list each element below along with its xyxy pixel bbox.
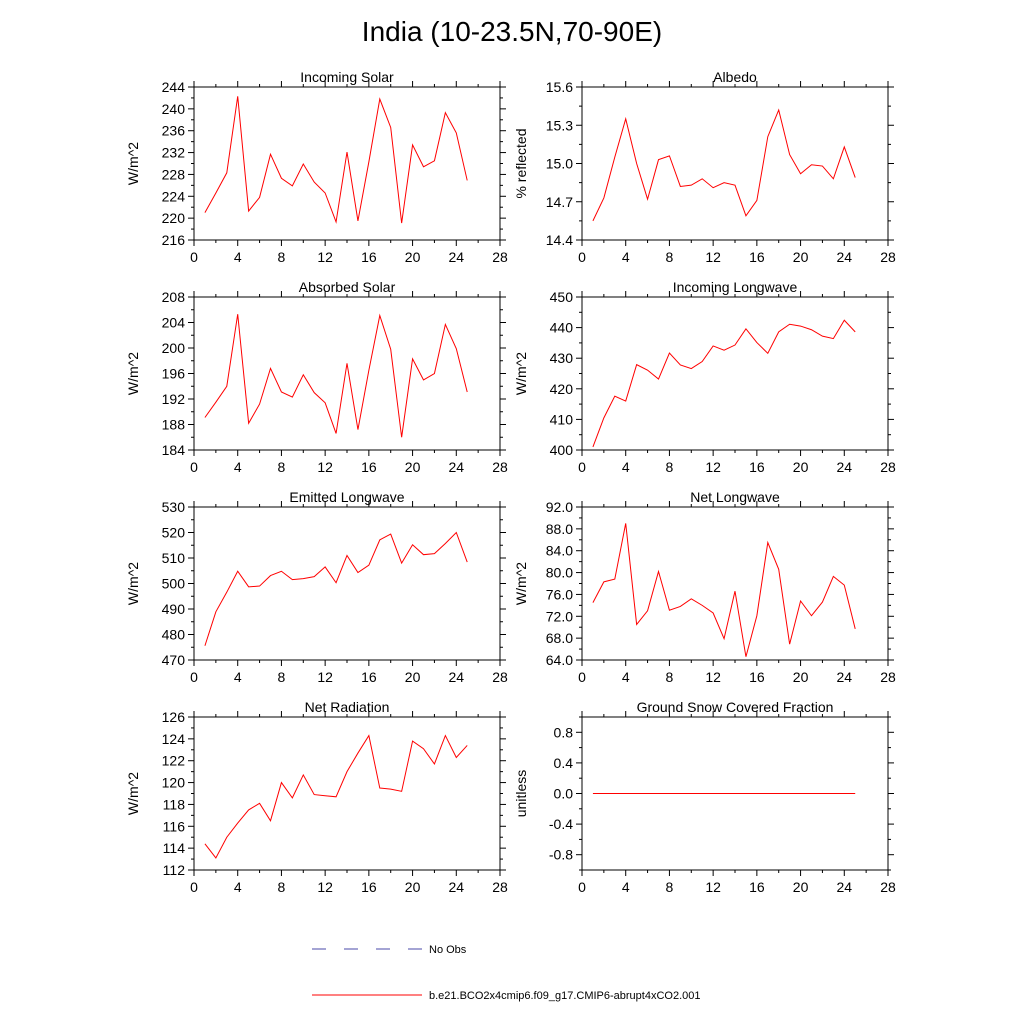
- legend: [312, 944, 701, 1002]
- plot-frame: [194, 87, 500, 240]
- y-tick-label: 420: [549, 380, 573, 397]
- panel-incoming-longwave: [513, 279, 896, 475]
- x-tick-label: 4: [233, 669, 242, 685]
- y-tick-label: 80.0: [545, 564, 573, 581]
- x-tick-label: 12: [705, 669, 721, 685]
- y-axis-label: % reflected: [513, 128, 529, 199]
- x-tick-label: 0: [578, 249, 586, 265]
- y-tick-label: 500: [161, 575, 185, 592]
- series-line-model: [205, 736, 467, 858]
- y-axis-label: W/m^2: [125, 141, 141, 186]
- legend-obs-label: No Obs: [429, 944, 467, 956]
- plot-frame: [194, 507, 500, 660]
- x-tick-label: 20: [792, 879, 809, 895]
- y-tick-label: 14.4: [545, 232, 573, 248]
- x-tick-label: 4: [621, 249, 630, 265]
- x-tick-label: 16: [361, 249, 377, 265]
- x-tick-label: 28: [880, 249, 896, 265]
- x-tick-label: 4: [621, 669, 630, 685]
- x-tick-label: 28: [880, 669, 896, 685]
- x-tick-label: 20: [404, 459, 421, 475]
- y-tick-label: 92.0: [545, 499, 573, 515]
- x-tick-label: 16: [361, 459, 377, 475]
- panel-absorbed-solar: [125, 279, 508, 475]
- y-tick-label: 88.0: [545, 520, 573, 537]
- y-tick-label: 124: [161, 730, 185, 747]
- y-tick-label: 480: [161, 626, 185, 643]
- x-tick-label: 4: [233, 879, 242, 895]
- x-tick-label: 28: [492, 249, 508, 265]
- x-tick-label: 12: [317, 249, 333, 265]
- y-tick-label: 510: [161, 550, 185, 566]
- panel-title: Incoming Solar: [300, 69, 394, 85]
- x-tick-label: 28: [880, 879, 896, 895]
- y-tick-label: 410: [549, 411, 573, 428]
- y-tick-label: 76.0: [545, 586, 573, 603]
- panel-title: Ground Snow Covered Fraction: [636, 699, 834, 715]
- panel-title: Albedo: [713, 69, 757, 85]
- y-axis-label: W/m^2: [513, 351, 529, 396]
- x-tick-label: 0: [190, 249, 198, 265]
- series-line-model: [205, 314, 467, 437]
- x-tick-label: 8: [665, 669, 674, 685]
- y-tick-label: 72.0: [545, 608, 573, 625]
- y-tick-label: 204: [161, 314, 185, 331]
- x-tick-label: 16: [749, 669, 765, 685]
- y-tick-label: 64.0: [545, 652, 573, 668]
- x-tick-label: 20: [404, 249, 421, 265]
- panel-title: Emitted Longwave: [289, 489, 405, 505]
- y-tick-label: 84.0: [545, 542, 573, 559]
- x-tick-label: 12: [317, 459, 333, 475]
- y-tick-label: 440: [549, 319, 573, 336]
- y-tick-label: 224: [161, 188, 185, 205]
- x-tick-label: 12: [705, 459, 721, 475]
- y-tick-label: 196: [161, 365, 185, 382]
- x-tick-label: 0: [190, 669, 198, 685]
- x-tick-label: 24: [448, 669, 465, 685]
- x-tick-label: 12: [317, 879, 333, 895]
- series-line-model: [593, 320, 855, 447]
- plot-frame: [582, 297, 888, 450]
- x-tick-label: 24: [836, 249, 853, 265]
- x-tick-label: 24: [836, 879, 853, 895]
- y-axis-label: unitless: [513, 769, 529, 818]
- x-tick-label: 12: [705, 879, 721, 895]
- panel-albedo: [513, 69, 896, 265]
- y-tick-label: 68.0: [545, 630, 573, 647]
- plot-frame: [194, 717, 500, 870]
- series-line-model: [593, 523, 855, 656]
- x-tick-label: 12: [317, 669, 333, 685]
- x-tick-label: 0: [190, 459, 198, 475]
- y-tick-label: 208: [161, 289, 185, 305]
- y-tick-label: 220: [161, 210, 185, 227]
- x-tick-label: 16: [361, 879, 377, 895]
- x-tick-label: 28: [492, 669, 508, 685]
- y-tick-label: 470: [161, 652, 185, 668]
- panel-net-radiation: [125, 699, 508, 895]
- x-tick-label: 8: [277, 459, 286, 475]
- x-tick-label: 8: [277, 669, 286, 685]
- panel-emitted-longwave: [125, 489, 508, 685]
- x-tick-label: 20: [792, 249, 809, 265]
- x-tick-label: 28: [880, 459, 896, 475]
- y-tick-label: 15.0: [545, 155, 573, 172]
- panel-title: Absorbed Solar: [298, 279, 396, 295]
- panel-title: Net Radiation: [304, 699, 390, 715]
- y-tick-label: 520: [161, 524, 185, 541]
- y-tick-label: 400: [549, 442, 573, 458]
- y-tick-label: 236: [161, 122, 185, 139]
- y-axis-label: W/m^2: [513, 561, 529, 606]
- y-tick-label: 188: [161, 416, 185, 433]
- y-tick-label: 184: [161, 442, 185, 458]
- y-tick-label: -0.4: [548, 816, 573, 833]
- series-line-model: [205, 96, 467, 223]
- y-tick-label: 228: [161, 166, 185, 183]
- y-tick-label: 200: [161, 340, 185, 356]
- x-tick-label: 8: [665, 249, 674, 265]
- panel-ground-snow-covered-fraction: [513, 699, 896, 895]
- y-tick-label: 126: [161, 709, 185, 725]
- series-line-model: [593, 110, 855, 221]
- x-tick-label: 20: [792, 669, 809, 685]
- legend-model-label: b.e21.BCO2x4cmip6.f09_g17.CMIP6-abrupt4xCO2.001: [429, 990, 701, 1002]
- x-tick-label: 16: [749, 879, 765, 895]
- figure-title: India (10-23.5N,70-90E): [361, 16, 663, 47]
- panel-title: Net Longwave: [690, 489, 780, 505]
- y-tick-label: 120: [161, 774, 185, 791]
- plot-frame: [194, 297, 500, 450]
- x-tick-label: 16: [361, 669, 377, 685]
- x-tick-label: 20: [404, 669, 421, 685]
- x-tick-label: 24: [448, 459, 465, 475]
- y-tick-label: 244: [161, 79, 185, 95]
- y-tick-label: 0.4: [553, 754, 573, 771]
- x-tick-label: 24: [448, 879, 465, 895]
- y-tick-label: 112: [162, 862, 185, 878]
- y-axis-label: W/m^2: [125, 771, 141, 816]
- x-tick-label: 20: [792, 459, 809, 475]
- x-tick-label: 4: [621, 459, 630, 475]
- panel-net-longwave: [513, 489, 896, 685]
- y-tick-label: 232: [161, 144, 185, 161]
- panel-title: Incoming Longwave: [672, 279, 798, 295]
- x-tick-label: 4: [233, 249, 242, 265]
- x-tick-label: 0: [190, 879, 198, 895]
- x-tick-label: 4: [233, 459, 242, 475]
- y-tick-label: 0.8: [553, 724, 573, 741]
- x-tick-label: 16: [749, 459, 765, 475]
- x-tick-label: 28: [492, 459, 508, 475]
- x-tick-label: 0: [578, 459, 586, 475]
- y-tick-label: 15.3: [545, 117, 573, 134]
- x-tick-label: 4: [621, 879, 630, 895]
- y-tick-label: 0.0: [553, 785, 573, 802]
- x-tick-label: 8: [665, 459, 674, 475]
- x-tick-label: 20: [404, 879, 421, 895]
- y-tick-label: -0.8: [548, 846, 573, 863]
- panel-incoming-solar: [125, 69, 508, 265]
- y-tick-label: 114: [162, 840, 185, 857]
- y-axis-label: W/m^2: [125, 561, 141, 606]
- x-tick-label: 0: [578, 879, 586, 895]
- series-line-model: [205, 533, 467, 646]
- x-tick-label: 12: [705, 249, 721, 265]
- plot-frame: [582, 87, 888, 240]
- x-tick-label: 8: [665, 879, 674, 895]
- y-tick-label: 530: [161, 499, 185, 515]
- x-tick-label: 24: [836, 669, 853, 685]
- y-tick-label: 14.7: [545, 193, 573, 210]
- x-tick-label: 16: [749, 249, 765, 265]
- y-axis-label: W/m^2: [125, 351, 141, 396]
- x-tick-label: 28: [492, 879, 508, 895]
- x-tick-label: 8: [277, 249, 286, 265]
- x-tick-label: 24: [836, 459, 853, 475]
- x-tick-label: 24: [448, 249, 465, 265]
- y-tick-label: 122: [161, 752, 185, 769]
- x-tick-label: 0: [578, 669, 586, 685]
- y-tick-label: 116: [162, 818, 185, 835]
- x-tick-label: 8: [277, 879, 286, 895]
- y-tick-label: 216: [161, 232, 185, 248]
- y-tick-label: 490: [161, 601, 185, 617]
- panel-grid: [125, 69, 896, 895]
- y-tick-label: 192: [161, 391, 185, 407]
- y-tick-label: 15.6: [545, 79, 573, 95]
- y-tick-label: 118: [162, 796, 185, 813]
- y-tick-label: 240: [161, 100, 185, 117]
- y-tick-label: 430: [549, 350, 573, 367]
- y-tick-label: 450: [549, 289, 573, 305]
